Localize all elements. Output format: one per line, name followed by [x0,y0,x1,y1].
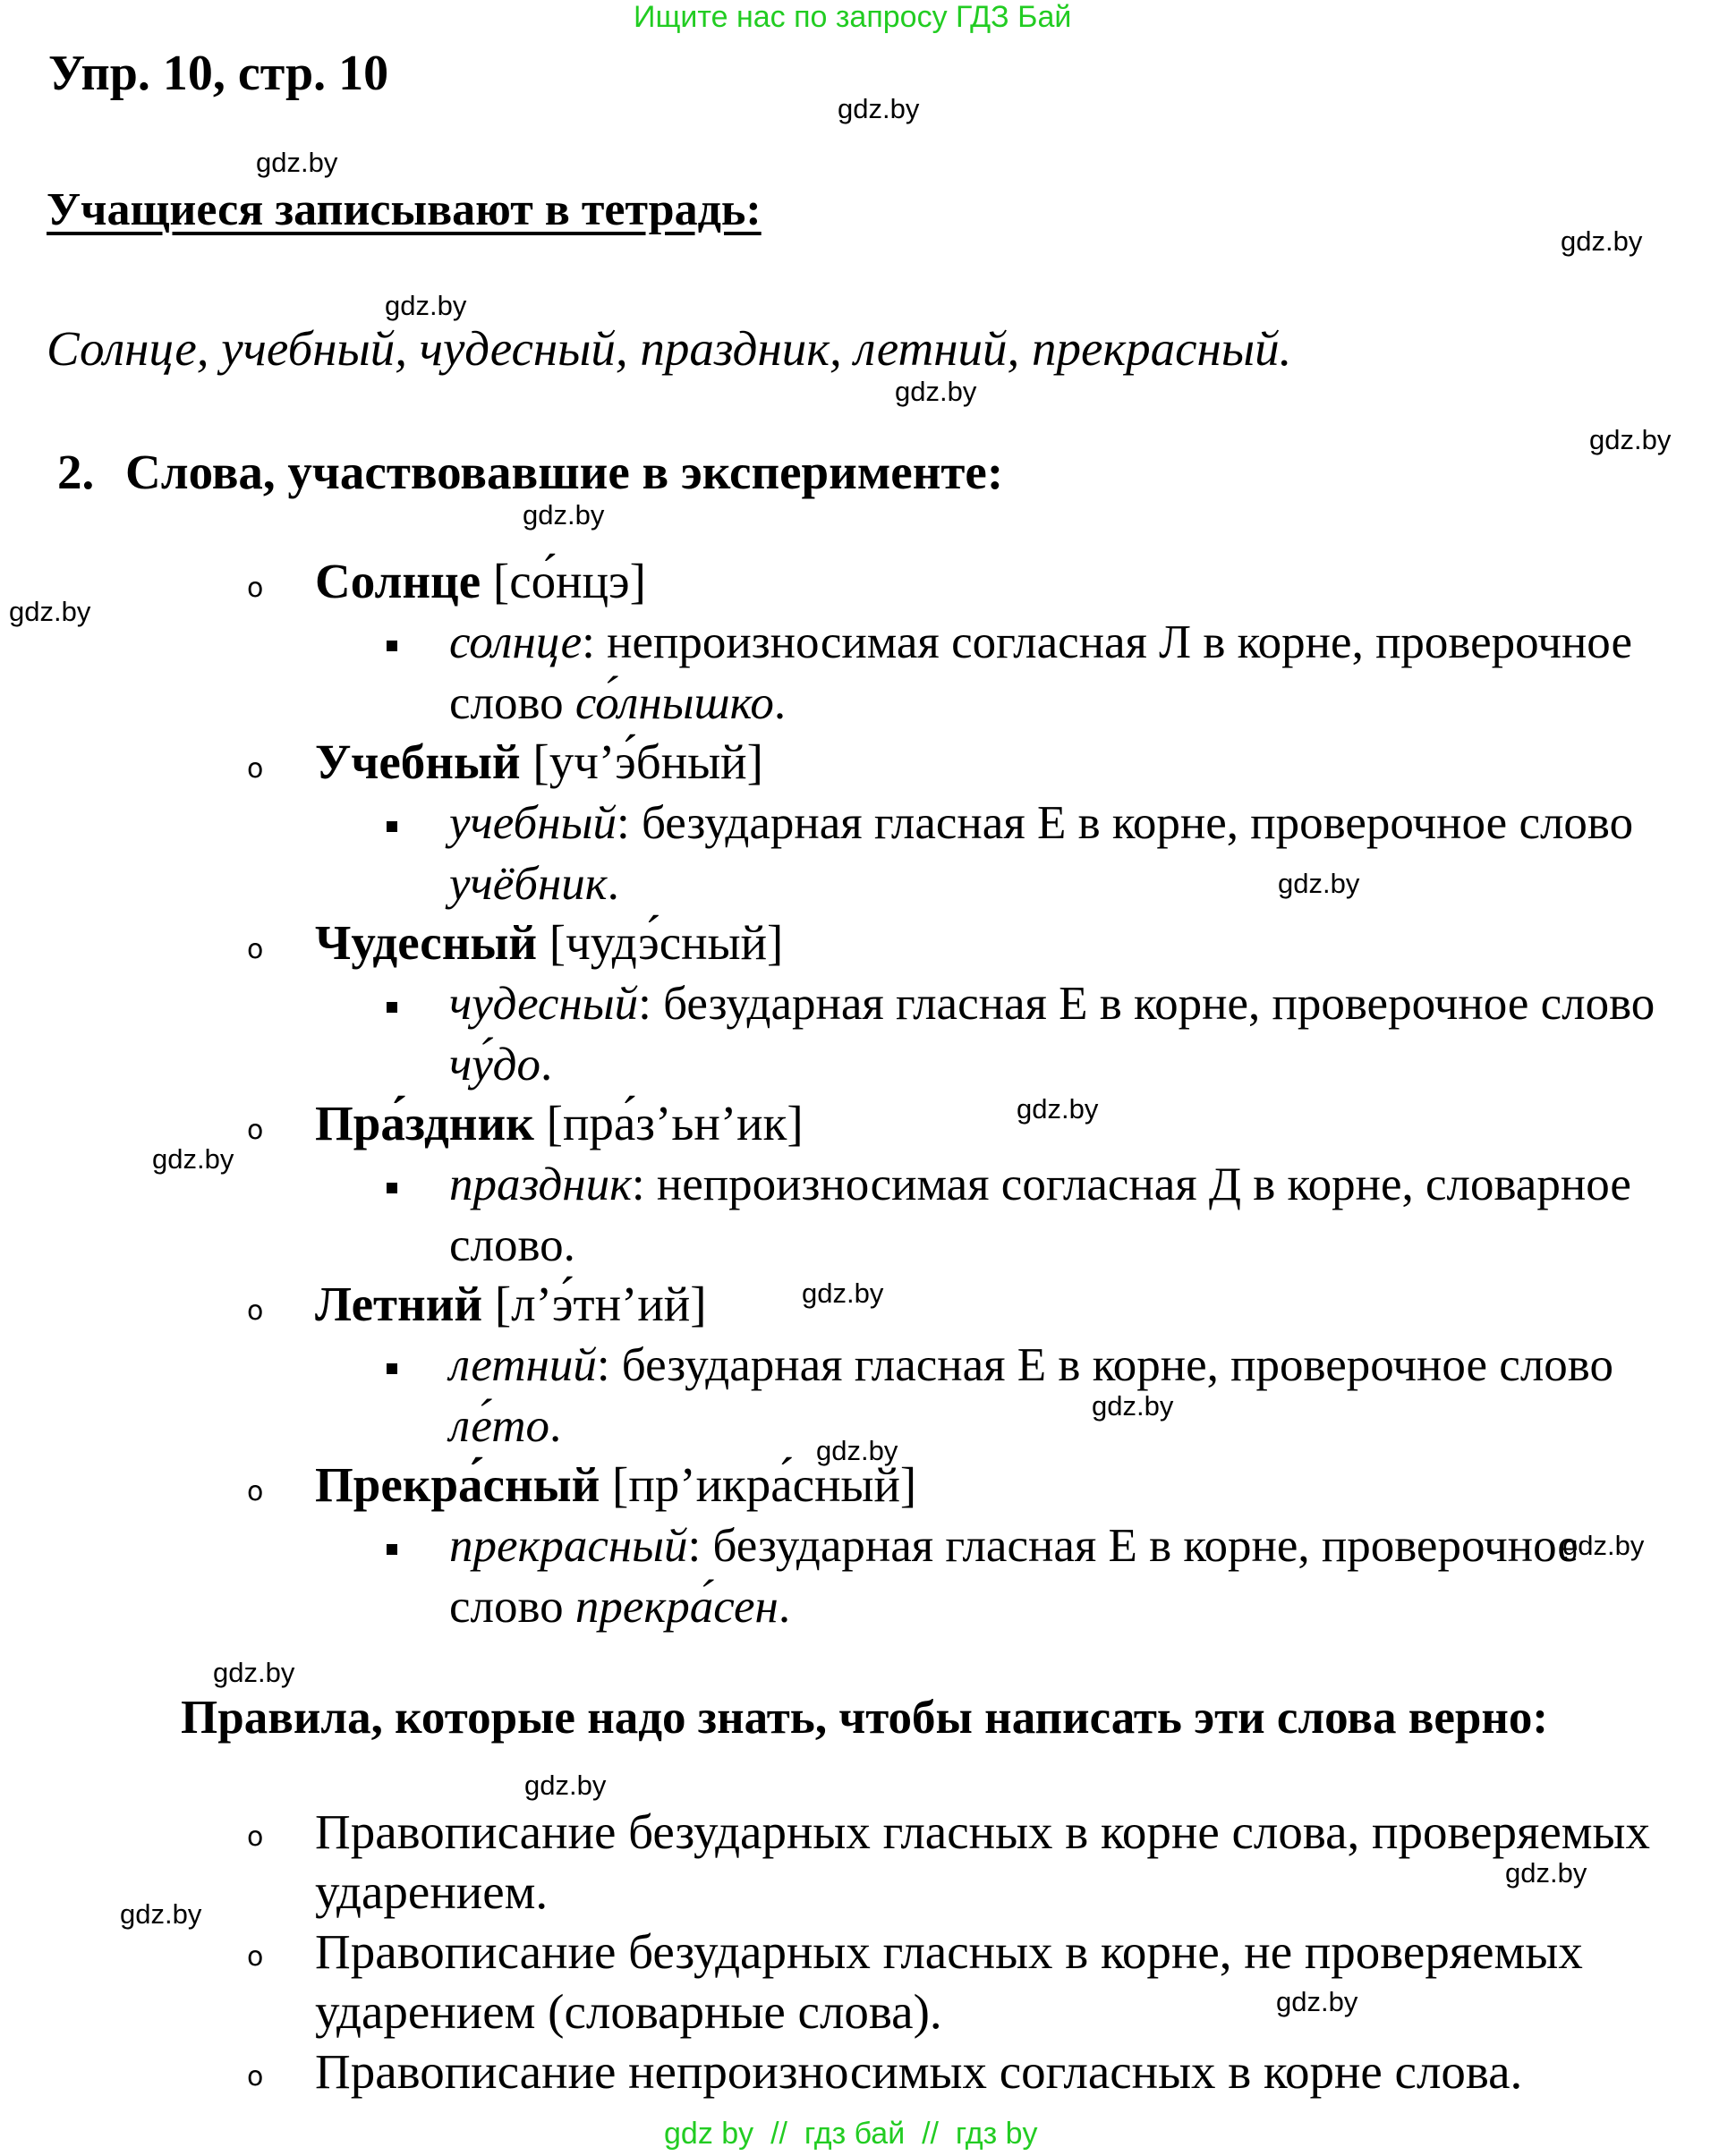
desc-text: : непроизносимая согласная Д в корне, словарное слово. [449,1159,1631,1271]
word-description [449,973,1684,1095]
words-sentence: Солнце, учебный, чудесный, праздник, летний, прекрасный. [47,321,1292,376]
word-description [449,612,1684,734]
watermark: gdz.by [152,1143,234,1175]
circle-bullet-icon: o [247,1941,264,1973]
square-bullet-icon [387,641,397,651]
circle-bullet-icon: o [247,2061,264,2092]
watermark: gdz.by [213,1657,295,1688]
watermark: gdz.by [1589,424,1672,455]
desc-text: : безударная гласная Е в корне, проверочное слово [449,1520,1579,1633]
watermark: gdz.by [1276,1986,1358,2017]
word-description [449,1515,1684,1637]
desc-text: : безударная гласная Е в корне, проверочное слово [596,1339,1613,1391]
desc-word: праздник [449,1159,632,1210]
word-head: Чудесный [315,915,538,970]
desc-text: : безударная гласная Е в корне, проверочное слово [638,978,1655,1030]
desc-word: прекрасный [449,1520,688,1572]
watermark: gdz.by [895,376,977,407]
check-word: прекра́сен [574,1581,779,1633]
watermark: gdz.by [1562,1530,1645,1561]
check-word: чу́до [449,1039,540,1091]
watermark: gdz.by [802,1277,884,1309]
rule-item: Правописание непроизносимых согласных в корне слова. [315,2044,1523,2099]
watermark: gdz.by [385,290,467,321]
watermark: gdz.by [523,499,605,531]
rule-item: Правописание безударных гласных в корне слова, проверяемых ударением. [315,1804,1650,1919]
square-bullet-icon [387,1183,397,1193]
circle-bullet-icon: o [247,1476,264,1507]
desc-end: . [549,1400,562,1452]
word-transcription: [пр’икра́сный] [600,1457,917,1512]
word-transcription: [уч’э́бный] [520,734,763,789]
word-head: Солнце [315,554,481,608]
desc-end: . [540,1039,553,1091]
word-description [449,1335,1684,1456]
desc-end: . [607,858,619,910]
watermark: gdz.by [9,596,91,627]
square-bullet-icon [387,821,397,832]
watermark: gdz.by [1092,1390,1174,1422]
circle-bullet-icon: o [247,934,264,965]
check-word: ле́то [449,1400,550,1452]
watermark: gdz.by [838,93,920,124]
circle-bullet-icon: o [247,1295,264,1327]
footer-links[interactable]: gdz by // гдз бай // гдз by [664,2117,1038,2151]
desc-word: чудесный [449,978,639,1030]
watermark: gdz.by [256,147,338,178]
watermark: gdz.by [1017,1093,1099,1125]
page-title: Упр. 10, стр. 10 [48,46,389,101]
watermark: gdz.by [816,1435,898,1466]
rule-item: Правописание безударных гласных в корне, не проверяемых ударением (словарные слова). [315,1924,1583,2039]
top-banner[interactable]: Ищите нас по запросу ГДЗ Бай [634,0,1072,34]
watermark: gdz.by [1278,868,1360,899]
section-number: 2. [57,445,95,499]
watermark: gdz.by [524,1770,607,1801]
desc-text: : безударная гласная Е в корне, проверочное слово [616,797,1634,849]
word-head: Учебный [315,734,521,789]
circle-bullet-icon: o [247,1115,264,1146]
watermark: gdz.by [120,1898,202,1930]
circle-bullet-icon: o [247,573,264,604]
word-head: Пра́здник [315,1096,534,1150]
word-entry [315,1095,804,1151]
word-entry [315,553,646,609]
desc-word: солнце [449,616,583,668]
circle-bullet-icon: o [247,753,264,785]
desc-word: учебный [449,797,617,849]
word-entry [315,1276,707,1332]
word-description [449,1154,1684,1276]
subtitle: Учащиеся записывают в тетрадь: [47,184,762,235]
check-word: учёбник [449,858,608,910]
watermark: gdz.by [1505,1857,1587,1889]
word-transcription: [пра́з’ьн’ик] [533,1096,804,1150]
word-head: Летний [315,1277,483,1331]
word-transcription: [со́нцэ] [481,554,646,608]
rules-title: Правила, которые надо знать, чтобы написать эти слова верно: [181,1692,1549,1744]
word-description [449,793,1684,914]
section-title: Слова, участвовавшие в эксперименте: [125,445,1004,499]
desc-end: . [773,677,787,729]
check-word: со́лнышко [574,677,774,729]
word-entry [315,914,783,971]
word-entry [315,734,763,790]
word-head: Прекра́сный [315,1457,600,1512]
word-transcription: [чудэ́сный] [537,915,784,970]
desc-word: летний [449,1339,597,1391]
desc-text: : непроизносимая согласная Л в корне, проверочное слово [449,616,1632,729]
circle-bullet-icon: o [247,1821,264,1853]
square-bullet-icon [387,1363,397,1374]
watermark: gdz.by [1561,225,1643,257]
square-bullet-icon [387,1544,397,1555]
desc-end: . [778,1581,791,1633]
word-transcription: [л’э́тн’ий] [482,1277,707,1331]
square-bullet-icon [387,1002,397,1013]
